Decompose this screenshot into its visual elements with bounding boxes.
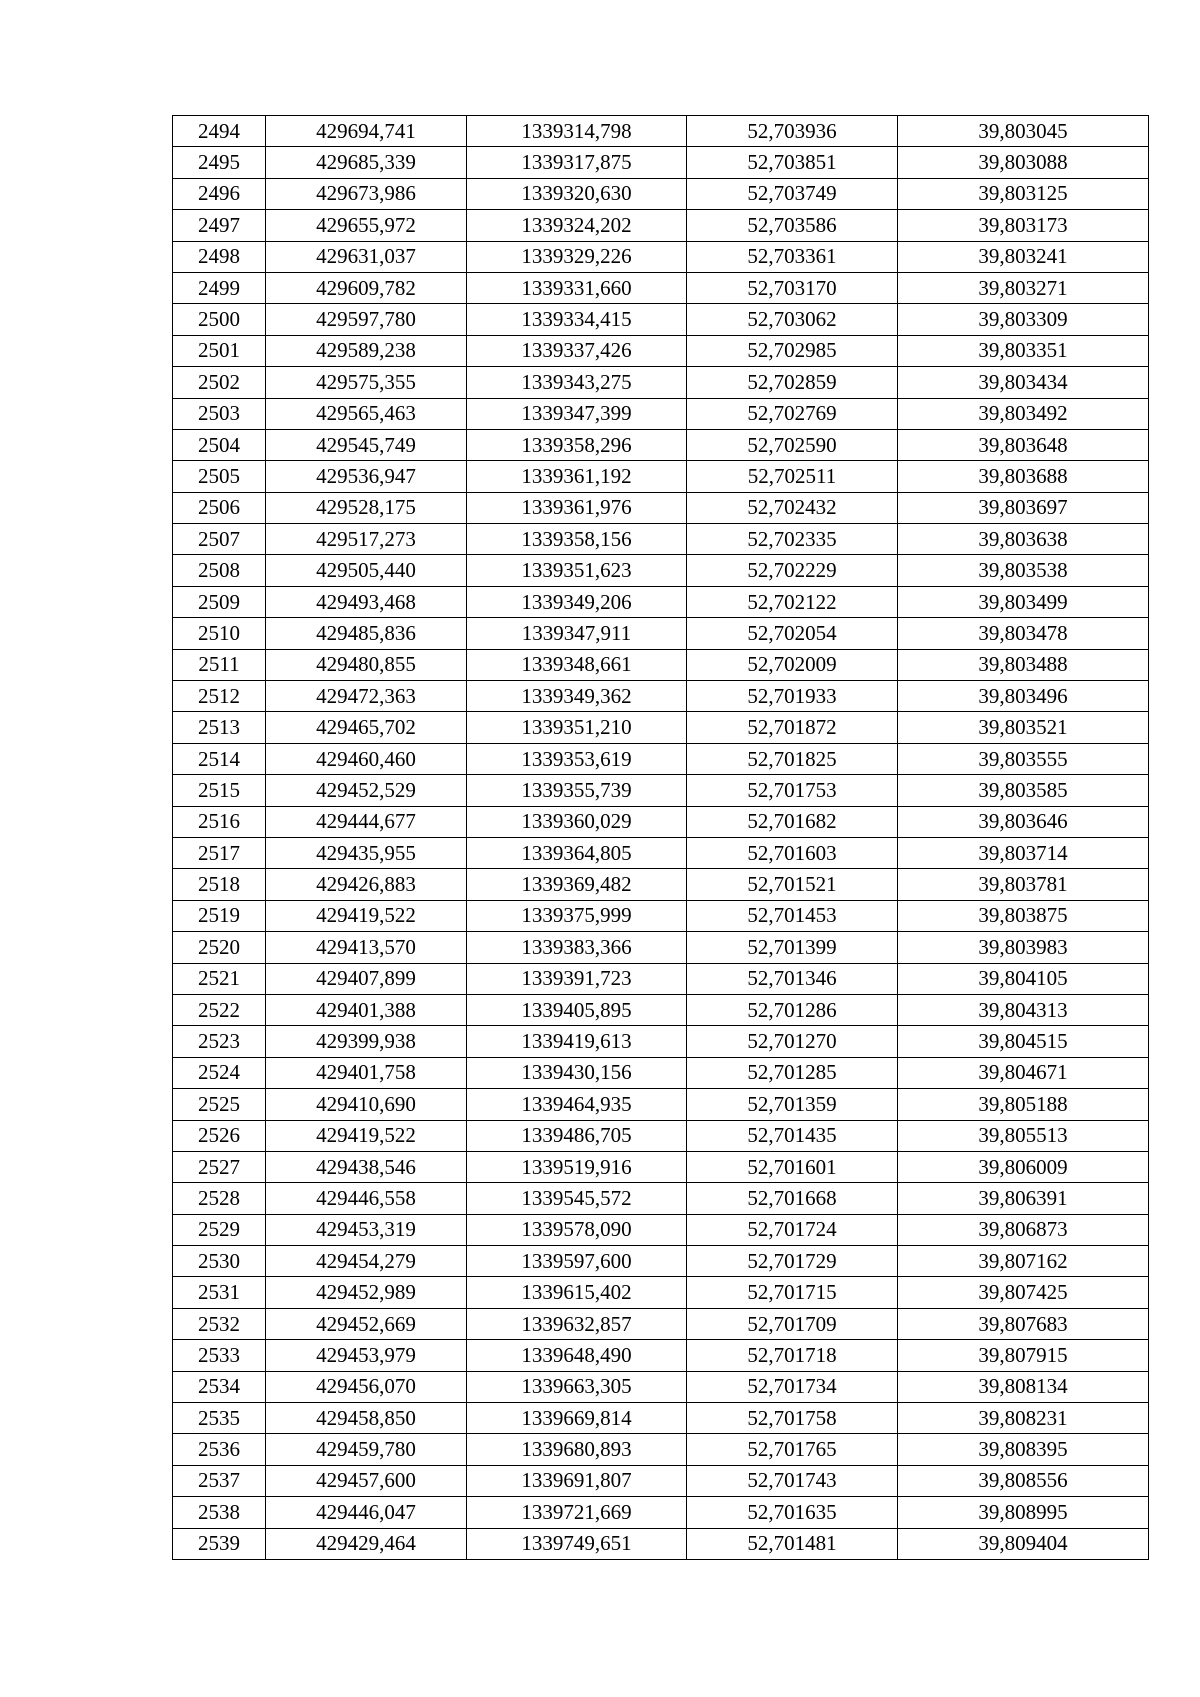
table-row <box>173 618 1149 649</box>
table-row <box>173 429 1149 460</box>
point-number-cell: 2524 <box>173 1057 266 1088</box>
x-coordinate-cell: 429453,319 <box>266 1214 467 1245</box>
longitude-cell: 39,808556 <box>898 1465 1149 1496</box>
latitude-cell: 52,701825 <box>687 743 898 774</box>
point-number-cell: 2527 <box>173 1151 266 1182</box>
point-number-cell: 2537 <box>173 1465 266 1496</box>
latitude-cell: 52,702985 <box>687 335 898 366</box>
latitude-cell: 52,703361 <box>687 241 898 272</box>
latitude-cell: 52,703851 <box>687 147 898 178</box>
x-coordinate-cell: 429446,047 <box>266 1497 467 1528</box>
longitude-cell: 39,803173 <box>898 210 1149 241</box>
point-number-cell: 2539 <box>173 1528 266 1559</box>
point-number-cell: 2528 <box>173 1183 266 1214</box>
longitude-cell: 39,803646 <box>898 806 1149 837</box>
longitude-cell: 39,805188 <box>898 1089 1149 1120</box>
longitude-cell: 39,803492 <box>898 398 1149 429</box>
x-coordinate-cell: 429575,355 <box>266 367 467 398</box>
x-coordinate-cell: 429452,529 <box>266 775 467 806</box>
table-row <box>173 1528 1149 1559</box>
y-coordinate-cell: 1339669,814 <box>467 1403 687 1434</box>
point-number-cell: 2538 <box>173 1497 266 1528</box>
y-coordinate-cell: 1339314,798 <box>467 116 687 147</box>
x-coordinate-cell: 429589,238 <box>266 335 467 366</box>
point-number-cell: 2533 <box>173 1340 266 1371</box>
point-number-cell: 2518 <box>173 869 266 900</box>
table-row <box>173 649 1149 680</box>
longitude-cell: 39,807162 <box>898 1246 1149 1277</box>
table-row <box>173 1308 1149 1339</box>
longitude-cell: 39,809404 <box>898 1528 1149 1559</box>
y-coordinate-cell: 1339334,415 <box>467 304 687 335</box>
latitude-cell: 52,701346 <box>687 963 898 994</box>
longitude-cell: 39,804671 <box>898 1057 1149 1088</box>
point-number-cell: 2503 <box>173 398 266 429</box>
x-coordinate-cell: 429685,339 <box>266 147 467 178</box>
longitude-cell: 39,803538 <box>898 555 1149 586</box>
y-coordinate-cell: 1339369,482 <box>467 869 687 900</box>
y-coordinate-cell: 1339358,296 <box>467 429 687 460</box>
longitude-cell: 39,803351 <box>898 335 1149 366</box>
table-row <box>173 1120 1149 1151</box>
latitude-cell: 52,701743 <box>687 1465 898 1496</box>
x-coordinate-cell: 429631,037 <box>266 241 467 272</box>
longitude-cell: 39,803555 <box>898 743 1149 774</box>
longitude-cell: 39,803488 <box>898 649 1149 680</box>
y-coordinate-cell: 1339663,305 <box>467 1371 687 1402</box>
point-number-cell: 2502 <box>173 367 266 398</box>
y-coordinate-cell: 1339351,210 <box>467 712 687 743</box>
longitude-cell: 39,803714 <box>898 837 1149 868</box>
point-number-cell: 2506 <box>173 492 266 523</box>
table-row <box>173 1183 1149 1214</box>
longitude-cell: 39,803499 <box>898 586 1149 617</box>
point-number-cell: 2529 <box>173 1214 266 1245</box>
point-number-cell: 2534 <box>173 1371 266 1402</box>
table-row <box>173 1214 1149 1245</box>
y-coordinate-cell: 1339597,600 <box>467 1246 687 1277</box>
y-coordinate-cell: 1339331,660 <box>467 272 687 303</box>
y-coordinate-cell: 1339632,857 <box>467 1308 687 1339</box>
latitude-cell: 52,701435 <box>687 1120 898 1151</box>
y-coordinate-cell: 1339353,619 <box>467 743 687 774</box>
y-coordinate-cell: 1339360,029 <box>467 806 687 837</box>
point-number-cell: 2510 <box>173 618 266 649</box>
x-coordinate-cell: 429505,440 <box>266 555 467 586</box>
latitude-cell: 52,701718 <box>687 1340 898 1371</box>
latitude-cell: 52,701603 <box>687 837 898 868</box>
x-coordinate-cell: 429419,522 <box>266 1120 467 1151</box>
x-coordinate-cell: 429465,702 <box>266 712 467 743</box>
longitude-cell: 39,807425 <box>898 1277 1149 1308</box>
x-coordinate-cell: 429458,850 <box>266 1403 467 1434</box>
y-coordinate-cell: 1339419,613 <box>467 1026 687 1057</box>
x-coordinate-cell: 429493,468 <box>266 586 467 617</box>
point-number-cell: 2522 <box>173 994 266 1025</box>
y-coordinate-cell: 1339691,807 <box>467 1465 687 1496</box>
longitude-cell: 39,803045 <box>898 116 1149 147</box>
y-coordinate-cell: 1339519,916 <box>467 1151 687 1182</box>
latitude-cell: 52,701715 <box>687 1277 898 1308</box>
latitude-cell: 52,701481 <box>687 1528 898 1559</box>
table-row <box>173 1497 1149 1528</box>
table-row <box>173 367 1149 398</box>
x-coordinate-cell: 429419,522 <box>266 900 467 931</box>
x-coordinate-cell: 429536,947 <box>266 461 467 492</box>
x-coordinate-cell: 429435,955 <box>266 837 467 868</box>
x-coordinate-cell: 429694,741 <box>266 116 467 147</box>
y-coordinate-cell: 1339486,705 <box>467 1120 687 1151</box>
latitude-cell: 52,702769 <box>687 398 898 429</box>
y-coordinate-cell: 1339405,895 <box>467 994 687 1025</box>
y-coordinate-cell: 1339320,630 <box>467 178 687 209</box>
table-row <box>173 398 1149 429</box>
point-number-cell: 2532 <box>173 1308 266 1339</box>
table-row <box>173 1026 1149 1057</box>
latitude-cell: 52,701765 <box>687 1434 898 1465</box>
point-number-cell: 2496 <box>173 178 266 209</box>
table-row <box>173 586 1149 617</box>
latitude-cell: 52,701453 <box>687 900 898 931</box>
latitude-cell: 52,702009 <box>687 649 898 680</box>
y-coordinate-cell: 1339337,426 <box>467 335 687 366</box>
point-number-cell: 2495 <box>173 147 266 178</box>
longitude-cell: 39,804313 <box>898 994 1149 1025</box>
latitude-cell: 52,701285 <box>687 1057 898 1088</box>
longitude-cell: 39,804105 <box>898 963 1149 994</box>
x-coordinate-cell: 429565,463 <box>266 398 467 429</box>
x-coordinate-cell: 429407,899 <box>266 963 467 994</box>
latitude-cell: 52,703170 <box>687 272 898 303</box>
table-row <box>173 712 1149 743</box>
x-coordinate-cell: 429480,855 <box>266 649 467 680</box>
x-coordinate-cell: 429460,460 <box>266 743 467 774</box>
x-coordinate-cell: 429472,363 <box>266 681 467 712</box>
longitude-cell: 39,803648 <box>898 429 1149 460</box>
latitude-cell: 52,701933 <box>687 681 898 712</box>
table-row <box>173 304 1149 335</box>
table-row <box>173 116 1149 147</box>
point-number-cell: 2511 <box>173 649 266 680</box>
point-number-cell: 2536 <box>173 1434 266 1465</box>
longitude-cell: 39,803496 <box>898 681 1149 712</box>
table-row <box>173 555 1149 586</box>
longitude-cell: 39,803983 <box>898 932 1149 963</box>
longitude-cell: 39,808231 <box>898 1403 1149 1434</box>
longitude-cell: 39,806009 <box>898 1151 1149 1182</box>
table-row <box>173 1151 1149 1182</box>
latitude-cell: 52,701286 <box>687 994 898 1025</box>
latitude-cell: 52,702590 <box>687 429 898 460</box>
point-number-cell: 2523 <box>173 1026 266 1057</box>
x-coordinate-cell: 429609,782 <box>266 272 467 303</box>
point-number-cell: 2508 <box>173 555 266 586</box>
table-row <box>173 869 1149 900</box>
point-number-cell: 2521 <box>173 963 266 994</box>
point-number-cell: 2525 <box>173 1089 266 1120</box>
table-row <box>173 963 1149 994</box>
table-row <box>173 900 1149 931</box>
point-number-cell: 2494 <box>173 116 266 147</box>
y-coordinate-cell: 1339391,723 <box>467 963 687 994</box>
longitude-cell: 39,805513 <box>898 1120 1149 1151</box>
x-coordinate-cell: 429655,972 <box>266 210 467 241</box>
longitude-cell: 39,807683 <box>898 1308 1149 1339</box>
x-coordinate-cell: 429401,388 <box>266 994 467 1025</box>
point-number-cell: 2535 <box>173 1403 266 1434</box>
table-row <box>173 272 1149 303</box>
latitude-cell: 52,701359 <box>687 1089 898 1120</box>
x-coordinate-cell: 429452,669 <box>266 1308 467 1339</box>
y-coordinate-cell: 1339324,202 <box>467 210 687 241</box>
x-coordinate-cell: 429673,986 <box>266 178 467 209</box>
table-row <box>173 1246 1149 1277</box>
latitude-cell: 52,703062 <box>687 304 898 335</box>
y-coordinate-cell: 1339680,893 <box>467 1434 687 1465</box>
point-number-cell: 2509 <box>173 586 266 617</box>
longitude-cell: 39,803697 <box>898 492 1149 523</box>
y-coordinate-cell: 1339329,226 <box>467 241 687 272</box>
y-coordinate-cell: 1339383,366 <box>467 932 687 963</box>
point-number-cell: 2507 <box>173 524 266 555</box>
x-coordinate-cell: 429528,175 <box>266 492 467 523</box>
longitude-cell: 39,803875 <box>898 900 1149 931</box>
latitude-cell: 52,702229 <box>687 555 898 586</box>
longitude-cell: 39,803585 <box>898 775 1149 806</box>
x-coordinate-cell: 429401,758 <box>266 1057 467 1088</box>
table-row <box>173 775 1149 806</box>
x-coordinate-cell: 429454,279 <box>266 1246 467 1277</box>
longitude-cell: 39,803271 <box>898 272 1149 303</box>
table-row <box>173 335 1149 366</box>
longitude-cell: 39,803309 <box>898 304 1149 335</box>
y-coordinate-cell: 1339351,623 <box>467 555 687 586</box>
table-row <box>173 492 1149 523</box>
point-number-cell: 2514 <box>173 743 266 774</box>
table-row <box>173 1089 1149 1120</box>
y-coordinate-cell: 1339347,399 <box>467 398 687 429</box>
x-coordinate-cell: 429438,546 <box>266 1151 467 1182</box>
table-row <box>173 461 1149 492</box>
table-row <box>173 1340 1149 1371</box>
y-coordinate-cell: 1339317,875 <box>467 147 687 178</box>
point-number-cell: 2517 <box>173 837 266 868</box>
latitude-cell: 52,702432 <box>687 492 898 523</box>
y-coordinate-cell: 1339349,362 <box>467 681 687 712</box>
latitude-cell: 52,701399 <box>687 932 898 963</box>
latitude-cell: 52,703586 <box>687 210 898 241</box>
latitude-cell: 52,703749 <box>687 178 898 209</box>
table-row <box>173 1057 1149 1088</box>
longitude-cell: 39,803478 <box>898 618 1149 649</box>
coordinates-table-body <box>173 116 1149 1560</box>
longitude-cell: 39,803688 <box>898 461 1149 492</box>
latitude-cell: 52,701872 <box>687 712 898 743</box>
longitude-cell: 39,806391 <box>898 1183 1149 1214</box>
point-number-cell: 2520 <box>173 932 266 963</box>
y-coordinate-cell: 1339430,156 <box>467 1057 687 1088</box>
y-coordinate-cell: 1339349,206 <box>467 586 687 617</box>
latitude-cell: 52,703936 <box>687 116 898 147</box>
latitude-cell: 52,701709 <box>687 1308 898 1339</box>
latitude-cell: 52,701729 <box>687 1246 898 1277</box>
table-row <box>173 241 1149 272</box>
latitude-cell: 52,702859 <box>687 367 898 398</box>
x-coordinate-cell: 429453,979 <box>266 1340 467 1371</box>
point-number-cell: 2499 <box>173 272 266 303</box>
table-row <box>173 681 1149 712</box>
y-coordinate-cell: 1339464,935 <box>467 1089 687 1120</box>
point-number-cell: 2515 <box>173 775 266 806</box>
latitude-cell: 52,701668 <box>687 1183 898 1214</box>
y-coordinate-cell: 1339615,402 <box>467 1277 687 1308</box>
table-row <box>173 524 1149 555</box>
point-number-cell: 2530 <box>173 1246 266 1277</box>
table-row <box>173 994 1149 1025</box>
latitude-cell: 52,701601 <box>687 1151 898 1182</box>
x-coordinate-cell: 429446,558 <box>266 1183 467 1214</box>
longitude-cell: 39,803638 <box>898 524 1149 555</box>
latitude-cell: 52,702122 <box>687 586 898 617</box>
y-coordinate-cell: 1339361,192 <box>467 461 687 492</box>
y-coordinate-cell: 1339347,911 <box>467 618 687 649</box>
x-coordinate-cell: 429426,883 <box>266 869 467 900</box>
table-row <box>173 1434 1149 1465</box>
table-row <box>173 932 1149 963</box>
y-coordinate-cell: 1339358,156 <box>467 524 687 555</box>
point-number-cell: 2504 <box>173 429 266 460</box>
latitude-cell: 52,701734 <box>687 1371 898 1402</box>
longitude-cell: 39,807915 <box>898 1340 1149 1371</box>
latitude-cell: 52,701521 <box>687 869 898 900</box>
longitude-cell: 39,803434 <box>898 367 1149 398</box>
point-number-cell: 2512 <box>173 681 266 712</box>
x-coordinate-cell: 429452,989 <box>266 1277 467 1308</box>
x-coordinate-cell: 429485,836 <box>266 618 467 649</box>
latitude-cell: 52,701753 <box>687 775 898 806</box>
x-coordinate-cell: 429597,780 <box>266 304 467 335</box>
longitude-cell: 39,803241 <box>898 241 1149 272</box>
point-number-cell: 2500 <box>173 304 266 335</box>
point-number-cell: 2531 <box>173 1277 266 1308</box>
y-coordinate-cell: 1339749,651 <box>467 1528 687 1559</box>
x-coordinate-cell: 429517,273 <box>266 524 467 555</box>
table-row <box>173 178 1149 209</box>
x-coordinate-cell: 429459,780 <box>266 1434 467 1465</box>
x-coordinate-cell: 429429,464 <box>266 1528 467 1559</box>
point-number-cell: 2526 <box>173 1120 266 1151</box>
x-coordinate-cell: 429399,938 <box>266 1026 467 1057</box>
point-number-cell: 2498 <box>173 241 266 272</box>
table-row <box>173 743 1149 774</box>
table-row <box>173 806 1149 837</box>
longitude-cell: 39,803088 <box>898 147 1149 178</box>
longitude-cell: 39,803521 <box>898 712 1149 743</box>
x-coordinate-cell: 429456,070 <box>266 1371 467 1402</box>
latitude-cell: 52,701635 <box>687 1497 898 1528</box>
latitude-cell: 52,701270 <box>687 1026 898 1057</box>
point-number-cell: 2519 <box>173 900 266 931</box>
table-row <box>173 1403 1149 1434</box>
x-coordinate-cell: 429410,690 <box>266 1089 467 1120</box>
latitude-cell: 52,702054 <box>687 618 898 649</box>
y-coordinate-cell: 1339364,805 <box>467 837 687 868</box>
latitude-cell: 52,702511 <box>687 461 898 492</box>
longitude-cell: 39,804515 <box>898 1026 1149 1057</box>
table-row <box>173 1465 1149 1496</box>
latitude-cell: 52,701724 <box>687 1214 898 1245</box>
longitude-cell: 39,808395 <box>898 1434 1149 1465</box>
longitude-cell: 39,806873 <box>898 1214 1149 1245</box>
table-row <box>173 1371 1149 1402</box>
y-coordinate-cell: 1339545,572 <box>467 1183 687 1214</box>
y-coordinate-cell: 1339348,661 <box>467 649 687 680</box>
latitude-cell: 52,701758 <box>687 1403 898 1434</box>
longitude-cell: 39,803125 <box>898 178 1149 209</box>
y-coordinate-cell: 1339343,275 <box>467 367 687 398</box>
point-number-cell: 2497 <box>173 210 266 241</box>
longitude-cell: 39,803781 <box>898 869 1149 900</box>
y-coordinate-cell: 1339361,976 <box>467 492 687 523</box>
y-coordinate-cell: 1339375,999 <box>467 900 687 931</box>
point-number-cell: 2505 <box>173 461 266 492</box>
y-coordinate-cell: 1339578,090 <box>467 1214 687 1245</box>
y-coordinate-cell: 1339355,739 <box>467 775 687 806</box>
y-coordinate-cell: 1339648,490 <box>467 1340 687 1371</box>
longitude-cell: 39,808995 <box>898 1497 1149 1528</box>
latitude-cell: 52,701682 <box>687 806 898 837</box>
x-coordinate-cell: 429444,677 <box>266 806 467 837</box>
table-row <box>173 837 1149 868</box>
point-number-cell: 2516 <box>173 806 266 837</box>
x-coordinate-cell: 429457,600 <box>266 1465 467 1496</box>
table-row <box>173 1277 1149 1308</box>
longitude-cell: 39,808134 <box>898 1371 1149 1402</box>
table-row <box>173 210 1149 241</box>
coordinates-table <box>172 115 1149 1560</box>
point-number-cell: 2501 <box>173 335 266 366</box>
x-coordinate-cell: 429545,749 <box>266 429 467 460</box>
latitude-cell: 52,702335 <box>687 524 898 555</box>
table-row <box>173 147 1149 178</box>
x-coordinate-cell: 429413,570 <box>266 932 467 963</box>
y-coordinate-cell: 1339721,669 <box>467 1497 687 1528</box>
point-number-cell: 2513 <box>173 712 266 743</box>
